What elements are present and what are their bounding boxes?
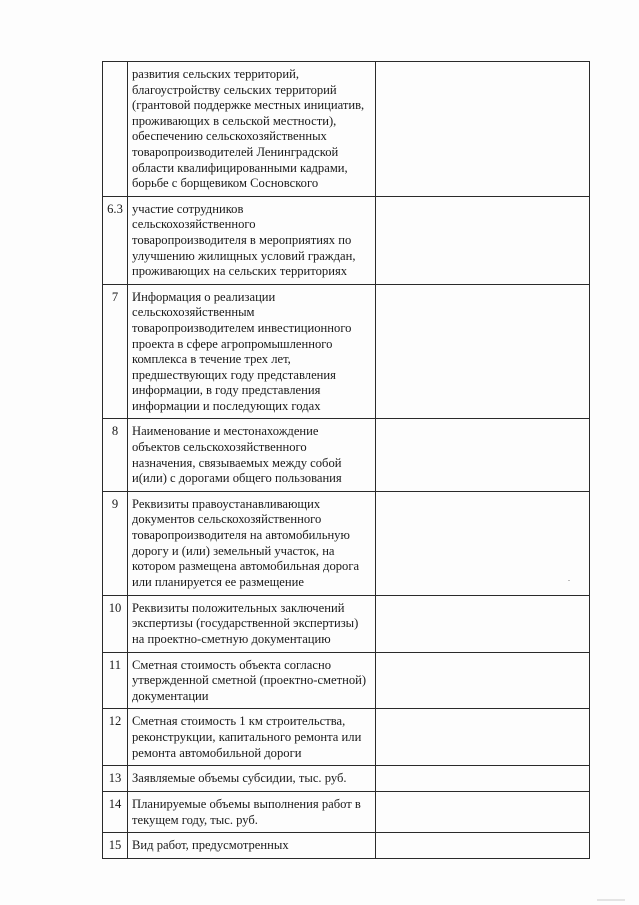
row-number: 15 [103,833,128,859]
table-row [103,833,590,859]
scan-edge-mark [597,899,625,901]
row-number: 13 [103,766,128,792]
row-value-field[interactable] [376,652,590,709]
row-description [128,284,376,419]
row-number: 7 [103,284,128,419]
application-form-table [102,61,590,859]
description-line: дорогу и (или) земельный участок, на [132,543,335,558]
description-line: утвержденной сметной (проектно-сметной) [132,673,367,688]
description-line: объектов сельскохозяйственного [132,440,307,455]
row-description [128,62,376,197]
description-line: проекта в сфере агропромышленного [132,336,333,351]
row-value-field[interactable] [376,491,590,595]
description-line: улучшению жилищных условий граждан, [132,248,356,263]
description-line: Сметная стоимость объекта согласно [132,657,332,672]
description-line: товаропроизводителя в мероприятиях по [132,232,352,247]
row-value-field[interactable] [376,766,590,792]
description-line: борьбе с борщевиком Сосновского [132,176,319,191]
description-line: информации, в году представления [132,383,321,398]
row-number: 12 [103,709,128,766]
table-row [103,595,590,652]
row-number: 10 [103,595,128,652]
description-line: (грантовой поддержке местных инициатив, [132,98,365,113]
description-line: предшествующих году представления [132,367,336,382]
description-line: Заявляемые объемы субсидии, тыс. руб. [132,771,347,786]
description-line: обеспечению сельскохозяйственных [132,129,327,144]
row-number: 8 [103,419,128,491]
description-line: товаропроизводителей Ленинградской [132,144,339,159]
table-row [103,792,590,833]
description-line: проживающих в сельской местности), [132,113,337,128]
row-description [128,419,376,491]
row-description [128,709,376,766]
description-line: Вид работ, предусмотренных [132,838,289,853]
row-description [128,792,376,833]
table-row [103,766,590,792]
row-value-field[interactable] [376,419,590,491]
description-line: экспертизы (государственной экспертизы) [132,616,359,631]
description-line: документов сельскохозяйственного [132,512,322,527]
description-line: Реквизиты положительных заключений [132,600,345,615]
description-line: информации и последующих годах [132,398,321,413]
description-line: Сметная стоимость 1 км строительства, [132,714,346,729]
row-value-field[interactable] [376,792,590,833]
row-description [128,595,376,652]
row-value-field[interactable] [376,709,590,766]
row-number: 11 [103,652,128,709]
table-body [103,62,590,859]
table-row [103,652,590,709]
description-line: Информация о реализации [132,289,276,304]
description-line: сельскохозяйственного [132,217,256,232]
description-line: назначения, связываемых между собой [132,455,342,470]
row-number: 6.3 [103,196,128,284]
description-line: ремонта автомобильной дороги [132,745,302,760]
description-line: области квалифицированными кадрами, [132,160,348,175]
table-row [103,284,590,419]
row-description [128,766,376,792]
description-line: сельскохозяйственным [132,305,255,320]
row-description [128,652,376,709]
description-line: комплекса в течение трех лет, [132,352,291,367]
description-line: или планируется ее размещение [132,574,304,589]
row-value-field[interactable] [376,62,590,197]
table-row [103,62,590,197]
row-number: 14 [103,792,128,833]
table-row [103,491,590,595]
description-line: на проектно-сметную документацию [132,632,331,647]
row-value-field[interactable] [376,833,590,859]
description-line: текущем году, тыс. руб. [132,812,258,827]
description-line: и(или) с дорогами общего пользования [132,471,342,486]
table-row [103,419,590,491]
row-value-field[interactable] [376,595,590,652]
row-description [128,491,376,595]
row-number [103,62,128,197]
row-value-field[interactable] [376,284,590,419]
description-line: товаропроизводителя на автомобильную [132,528,350,543]
table-row [103,709,590,766]
description-line: участие сотрудников [132,201,244,216]
description-line: товаропроизводителем инвестиционного [132,320,352,335]
row-number: 9 [103,491,128,595]
scan-artifact [568,580,570,581]
description-line: проживающих на сельских территориях [132,264,348,279]
description-line: Наименование и местонахождение [132,424,319,439]
description-line: Реквизиты правоустанавливающих [132,496,321,511]
description-line: Планируемые объемы выполнения работ в [132,797,361,812]
row-description [128,196,376,284]
description-line: благоустройству сельских территорий [132,82,337,97]
row-description [128,833,376,859]
description-line: документации [132,688,209,703]
row-value-field[interactable] [376,196,590,284]
table-row [103,196,590,284]
description-line: котором размещена автомобильная дорога [132,559,360,574]
description-line: развития сельских территорий, [132,67,299,81]
description-line: реконструкции, капитального ремонта или [132,730,362,744]
